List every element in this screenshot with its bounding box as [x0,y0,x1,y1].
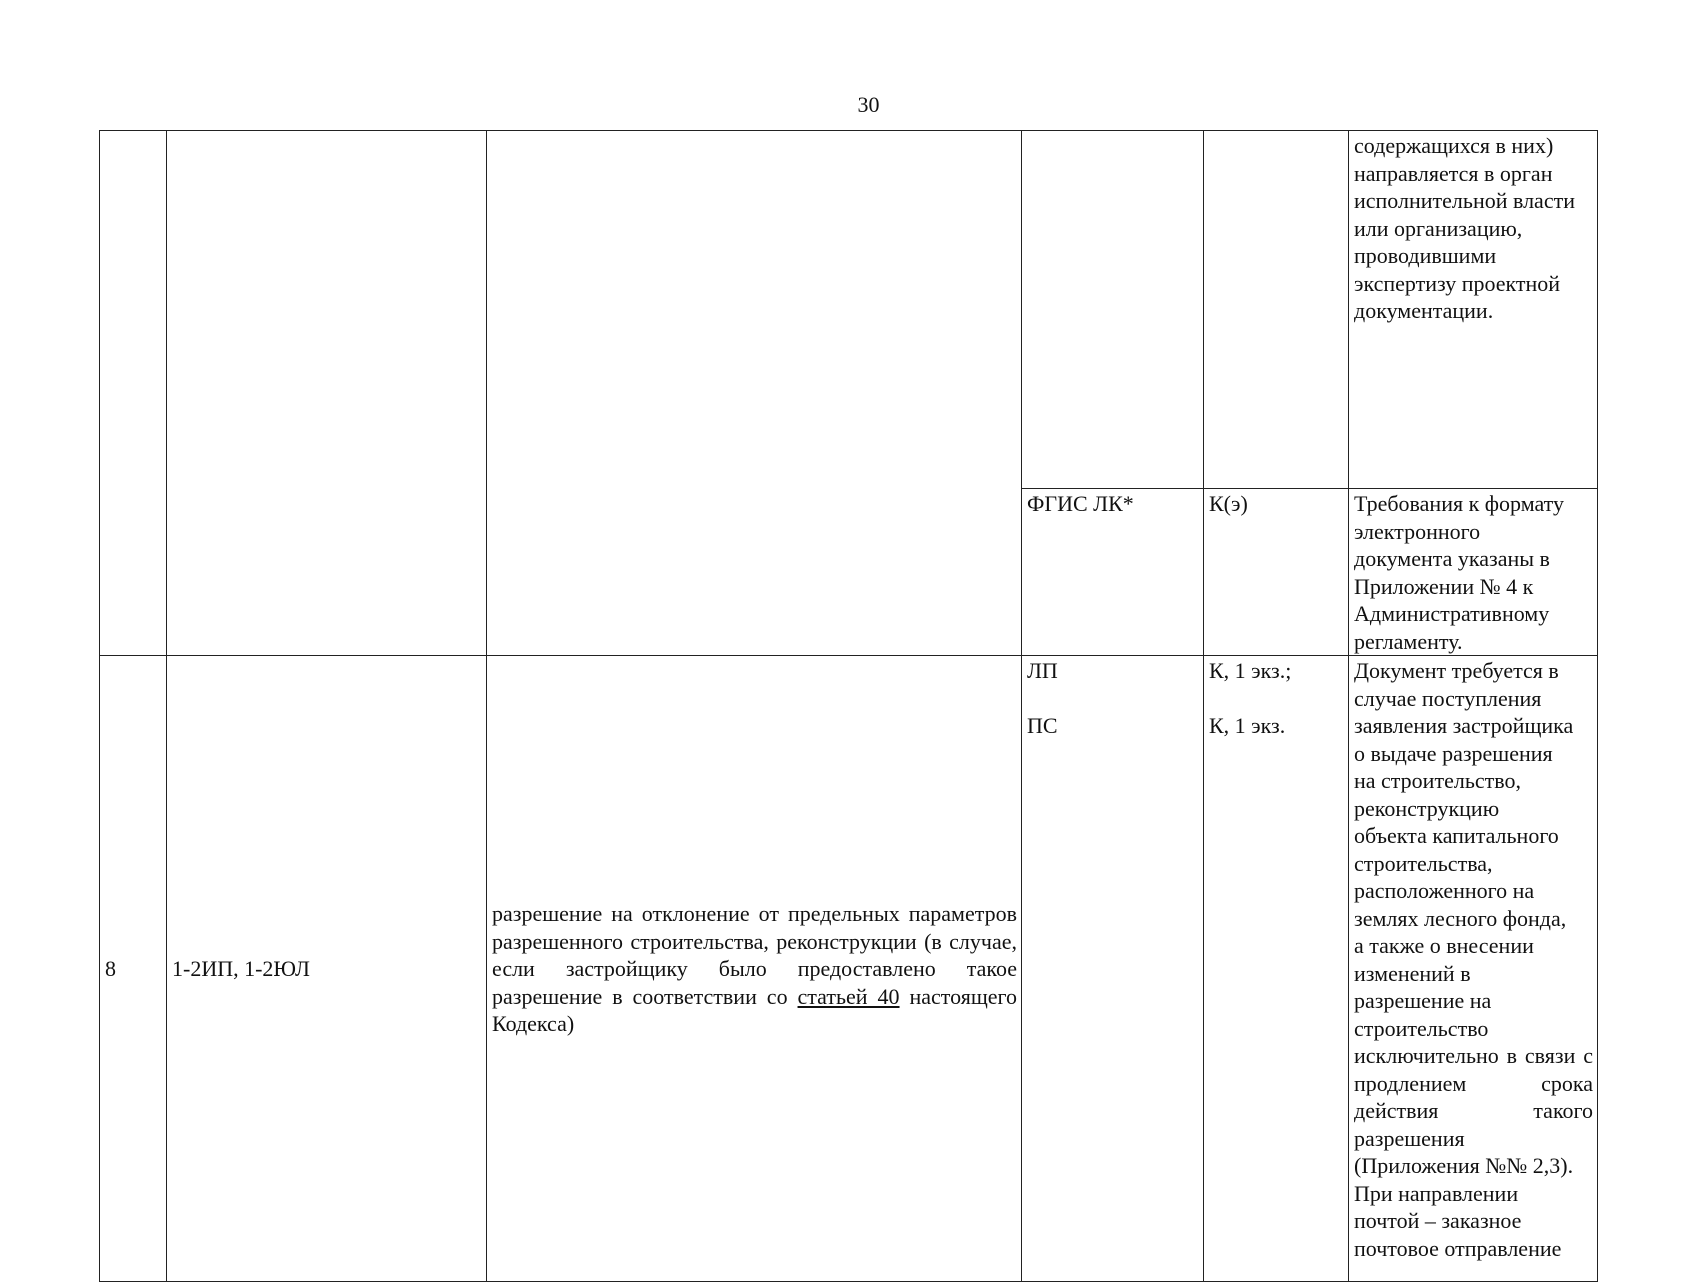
note-line: землях лесного фонда, [1354,905,1567,931]
submission-method-cell: ФГИС ЛК* [1022,489,1204,656]
note-line: Административному [1354,601,1550,626]
table-row [100,131,1598,489]
note-cell [1349,656,1598,1282]
document-form-cell [1204,131,1349,489]
document-name-cell [487,656,1022,1282]
applicant-category-cell [167,131,487,656]
applicant-category-cell: 1-2ИП, 1-2ЮЛ [167,656,487,1282]
table-row [100,656,1598,1282]
note-line: почтой – заказное [1354,1208,1522,1233]
note-line: содержащихся в них) [1354,133,1554,158]
documents-table [99,130,1598,1282]
note-line: случае поступления [1354,685,1542,711]
document-text: настоящего Кодекса) [492,983,1017,1037]
note-line: почтовое отправление [1354,1235,1562,1261]
document-form-cell [1204,656,1349,1282]
note-line: экспертизу проектной [1354,270,1561,296]
note-cell [1349,489,1598,656]
page-number: 30 [857,92,880,117]
document-text: разрешение на отклонение от предельных параметров разрешенного строительства, реконструкции (в случае, если застройщику было предоставлено такое разрешение в соответствии со [492,901,1017,1009]
note-line: документации. [1354,298,1494,323]
submission-method: ЛП [1027,658,1058,683]
note-line: а также о внесении [1354,933,1534,958]
note-line: исполнительной власти [1354,188,1575,213]
note-line: заявления застройщика [1354,713,1574,738]
note-line: реконструкцию [1354,795,1500,821]
submission-method-cell [1022,656,1204,1282]
note-line: на строительство, [1354,768,1521,793]
note-line: документа указаны в [1354,546,1550,571]
note-line: о выдаче разрешения [1354,740,1553,766]
document-form: К, 1 экз.; [1209,658,1292,683]
note-line: Требования к формату [1354,491,1564,516]
note-line: или организацию, [1354,215,1523,241]
row-number-cell [100,131,167,656]
note-line: направляется в орган [1354,160,1553,186]
note-line: строительства, [1354,850,1493,876]
note-cell [1349,131,1598,489]
note-line: объекта капитального [1354,823,1559,848]
note-line: разрешение на [1354,988,1492,1013]
note-line: расположенного на [1354,878,1535,903]
note-line: проводившими [1354,243,1497,268]
note-line: электронного [1354,518,1481,544]
note-line: (Приложения №№ 2,3). [1354,1153,1574,1178]
note-line: изменений в [1354,960,1471,986]
note-line: При направлении [1354,1180,1519,1206]
row-number-cell: 8 [100,656,167,1282]
document-name-cell [487,131,1022,656]
document-form: К, 1 экз. [1209,712,1286,738]
note-line: Документ требуется в [1354,658,1559,683]
submission-method: ПС [1027,712,1058,738]
article-link[interactable]: статьей 40 [797,983,900,1009]
document-form-cell: К(э) [1204,489,1349,656]
note-justified: исключительно в связи с продлением срока действия такого разрешения [1354,1043,1593,1151]
note-line: Приложении № 4 к [1354,573,1534,599]
submission-method-cell [1022,131,1204,489]
note-line: регламенту. [1354,628,1463,654]
note-line: строительство [1354,1015,1489,1041]
